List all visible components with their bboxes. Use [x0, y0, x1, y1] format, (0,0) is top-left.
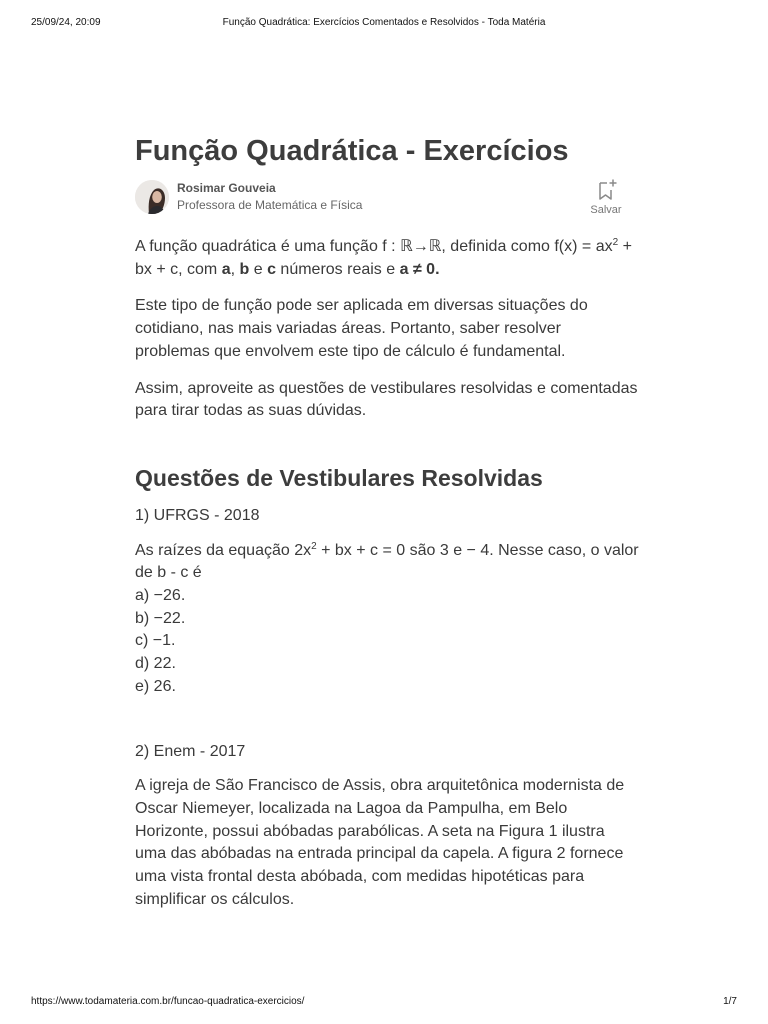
option-c: c) −1. [135, 632, 176, 650]
save-label: Salvar [590, 204, 622, 216]
paragraph: Este tipo de função pode ser aplicada em diversas situações do cotidiano, nas mais variadas áreas. Portanto, saber resolver problemas que envolvem este tipo de cálculo é fundamental. [135, 297, 588, 360]
article [135, 128, 640, 911]
print-page-title: Função Quadrática: Exercícios Comentados e Resolvidos - Toda Matéria [222, 17, 546, 28]
question-2-text: A igreja de São Francisco de Assis, obra arquitetônica modernista de Oscar Niemeyer, localizada na Lagoa da Pampulha, em Belo Horizonte, possui abóbadas parabólicas. A seta na Figura 1 ilustra uma das abóbadas na entrada principal da capela. A figura 2 fornece uma vista frontal desta abóbada, com medidas hipotéticas para simplificar os cálculos. [135, 777, 625, 908]
author-info [177, 180, 362, 214]
question-2-title: 2) Enem - 2017 [135, 742, 246, 760]
save-button[interactable] [586, 178, 626, 216]
question-1 [135, 540, 640, 699]
intro-paragraph: A função quadrática é uma função f : ℝ→ℝ, definida como $f(x) = ax^2$ + bx + c, com a, b e c números reais e a ≠ 0. [135, 237, 632, 278]
question-1-title: 1) UFRGS - 2018 [135, 506, 260, 524]
page-title: Função Quadrática - Exercícios [135, 135, 569, 167]
question-1-options [135, 585, 640, 699]
paragraph: Assim, aproveite as questões de vestibulares resolvidas e comentadas para tirar todas as suas dúvidas. [135, 379, 638, 420]
bookmark-add-icon [594, 178, 618, 202]
print-page-number: 1/7 [723, 996, 737, 1007]
question-1-text: As raízes da equação $2x^2$ + bx + c = 0 são 3 e − 4. Nesse caso, o valor de b - c é [135, 540, 639, 582]
author-name[interactable]: Rosimar Gouveia [177, 181, 276, 195]
option-a: a) −26. [135, 587, 186, 605]
option-b: b) −22. [135, 609, 186, 627]
print-url[interactable]: https://www.todamateria.com.br/funcao-quadratica-exercicios/ [31, 996, 305, 1007]
option-e: e) 26. [135, 677, 176, 695]
author-role: Professora de Matemática e Física [177, 198, 363, 212]
author-row [135, 180, 640, 228]
option-d: d) 22. [135, 655, 176, 673]
print-datetime: 25/09/24, 20:09 [31, 17, 101, 28]
avatar [135, 180, 169, 214]
section-heading: Questões de Vestibulares Resolvidas [135, 464, 543, 491]
